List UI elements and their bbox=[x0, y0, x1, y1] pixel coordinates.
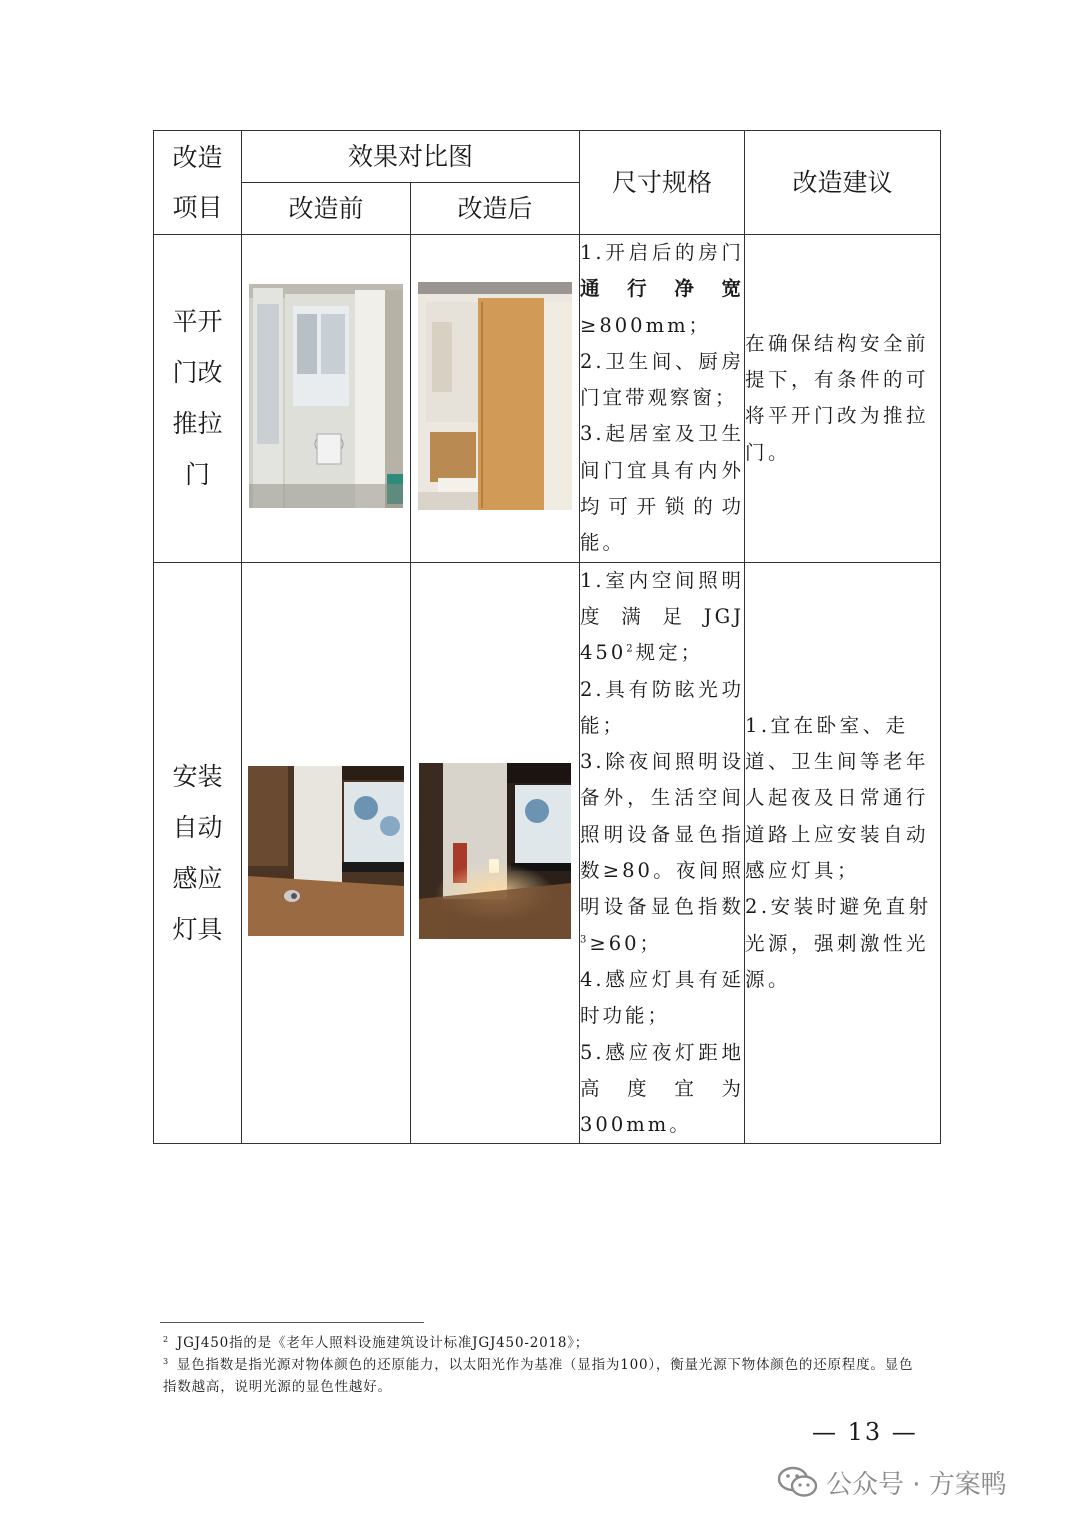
sliding-door-after-photo bbox=[418, 282, 572, 510]
row2-item-line1: 安装 bbox=[172, 762, 223, 792]
row1-after-cell bbox=[411, 235, 580, 563]
row1-item-line3: 推拉 bbox=[172, 409, 223, 439]
row2-item bbox=[154, 562, 242, 1144]
row2-spec-1-sup: 2 bbox=[626, 643, 636, 655]
header-before: 改造前 bbox=[242, 183, 411, 235]
row2-after-cell bbox=[411, 562, 580, 1144]
renovation-table bbox=[153, 130, 941, 1144]
header-item bbox=[154, 131, 242, 235]
footnote-3-mark: 3 bbox=[163, 1356, 169, 1366]
row2-spec-2: 2.具有防眩光功能； bbox=[580, 677, 745, 737]
row1-spec-1b: 通行净宽 bbox=[580, 277, 745, 301]
row2-spec-3-sup: 3 bbox=[580, 934, 590, 946]
row1-suggest-text: 在确保结构安全前提下，有条件的可将平开门改为推拉门。 bbox=[745, 331, 930, 464]
row1-spec bbox=[580, 235, 745, 563]
row2-spec-5: 5.感应夜灯距地高度宜为300mm。 bbox=[580, 1040, 745, 1137]
footnotes bbox=[163, 1332, 923, 1398]
header-compare: 效果对比图 bbox=[242, 131, 580, 183]
row2-spec-1a: 1.室内空间照明度满足JGJ 450 bbox=[580, 568, 745, 665]
row2-item-line2: 自动 bbox=[172, 813, 223, 843]
row2-spec-3b: ≥60； bbox=[589, 931, 663, 955]
row2-suggest-1: 1.宜在卧室、走道、卫生间等老年人起夜及日常通行道路上应安装自动感应灯具； bbox=[745, 713, 930, 883]
row1-item bbox=[154, 235, 242, 563]
row2-spec-1 bbox=[580, 563, 744, 672]
footnote-divider bbox=[160, 1322, 424, 1323]
row2-spec-1b: 规定； bbox=[635, 641, 704, 665]
watermark bbox=[778, 1462, 1007, 1502]
footnote-3-text: 显色指数是指光源对物体颜色的还原能力，以太阳光作为基准（显指为100），衡量光源下物体颜色的还原程度。显色指数越高，说明光源的显色性越好。 bbox=[163, 1357, 914, 1395]
row1-item-line1: 平开 bbox=[172, 307, 223, 337]
row2-spec-3a: 3.除夜间照明设备外，生活空间照明设备显色指数≥80。夜间照明设备显色指数 bbox=[580, 750, 745, 919]
watermark-text: 公众号 · 方案鸭 bbox=[826, 1469, 1007, 1500]
wechat-icon bbox=[778, 1465, 818, 1499]
row1-item-line2: 门改 bbox=[172, 358, 223, 388]
row1-suggest bbox=[745, 235, 941, 563]
row2-before-cell bbox=[242, 562, 411, 1144]
row2-spec-4: 4.感应灯具有延时功能； bbox=[580, 967, 745, 1028]
row1-spec-2: 2.卫生间、厨房门宜带观察窗； bbox=[580, 349, 745, 410]
header-item-line2: 项目 bbox=[172, 192, 223, 222]
footnote-3 bbox=[163, 1354, 923, 1398]
header-after: 改造后 bbox=[411, 183, 580, 235]
row2-item-line4: 灯具 bbox=[172, 915, 223, 945]
row1-spec-1c: ≥800mm； bbox=[580, 313, 712, 337]
row2-spec-3 bbox=[580, 744, 744, 962]
header-suggest: 改造建议 bbox=[745, 131, 941, 235]
row1-before-cell bbox=[242, 235, 411, 563]
footnote-2-text: JGJ450指的是《老年人照料设施建筑设计标准JGJ450-2018》； bbox=[176, 1335, 590, 1351]
row1-spec-1a: 1.开启后的房门 bbox=[580, 241, 745, 264]
dark-room-before-photo bbox=[248, 766, 404, 936]
header-spec: 尺寸规格 bbox=[580, 131, 745, 235]
row2-item-line3: 感应 bbox=[172, 864, 223, 894]
row1-spec-1 bbox=[580, 235, 744, 344]
page-number: — 13 — bbox=[812, 1418, 918, 1446]
footnote-2 bbox=[163, 1332, 923, 1354]
swing-door-before-photo bbox=[249, 284, 403, 508]
night-light-after-photo bbox=[419, 763, 571, 939]
row1-spec-3: 3.起居室及卫生间门宜具有内外均可开锁的功能。 bbox=[580, 422, 745, 555]
row2-spec bbox=[580, 562, 745, 1144]
row2-suggest bbox=[745, 562, 941, 1144]
row2-suggest-2: 2.安装时避免直射光源，强刺激性光源。 bbox=[745, 895, 932, 991]
header-item-line1: 改造 bbox=[172, 142, 223, 172]
footnote-2-mark: 2 bbox=[163, 1334, 169, 1344]
row1-item-line4: 门 bbox=[184, 460, 210, 490]
